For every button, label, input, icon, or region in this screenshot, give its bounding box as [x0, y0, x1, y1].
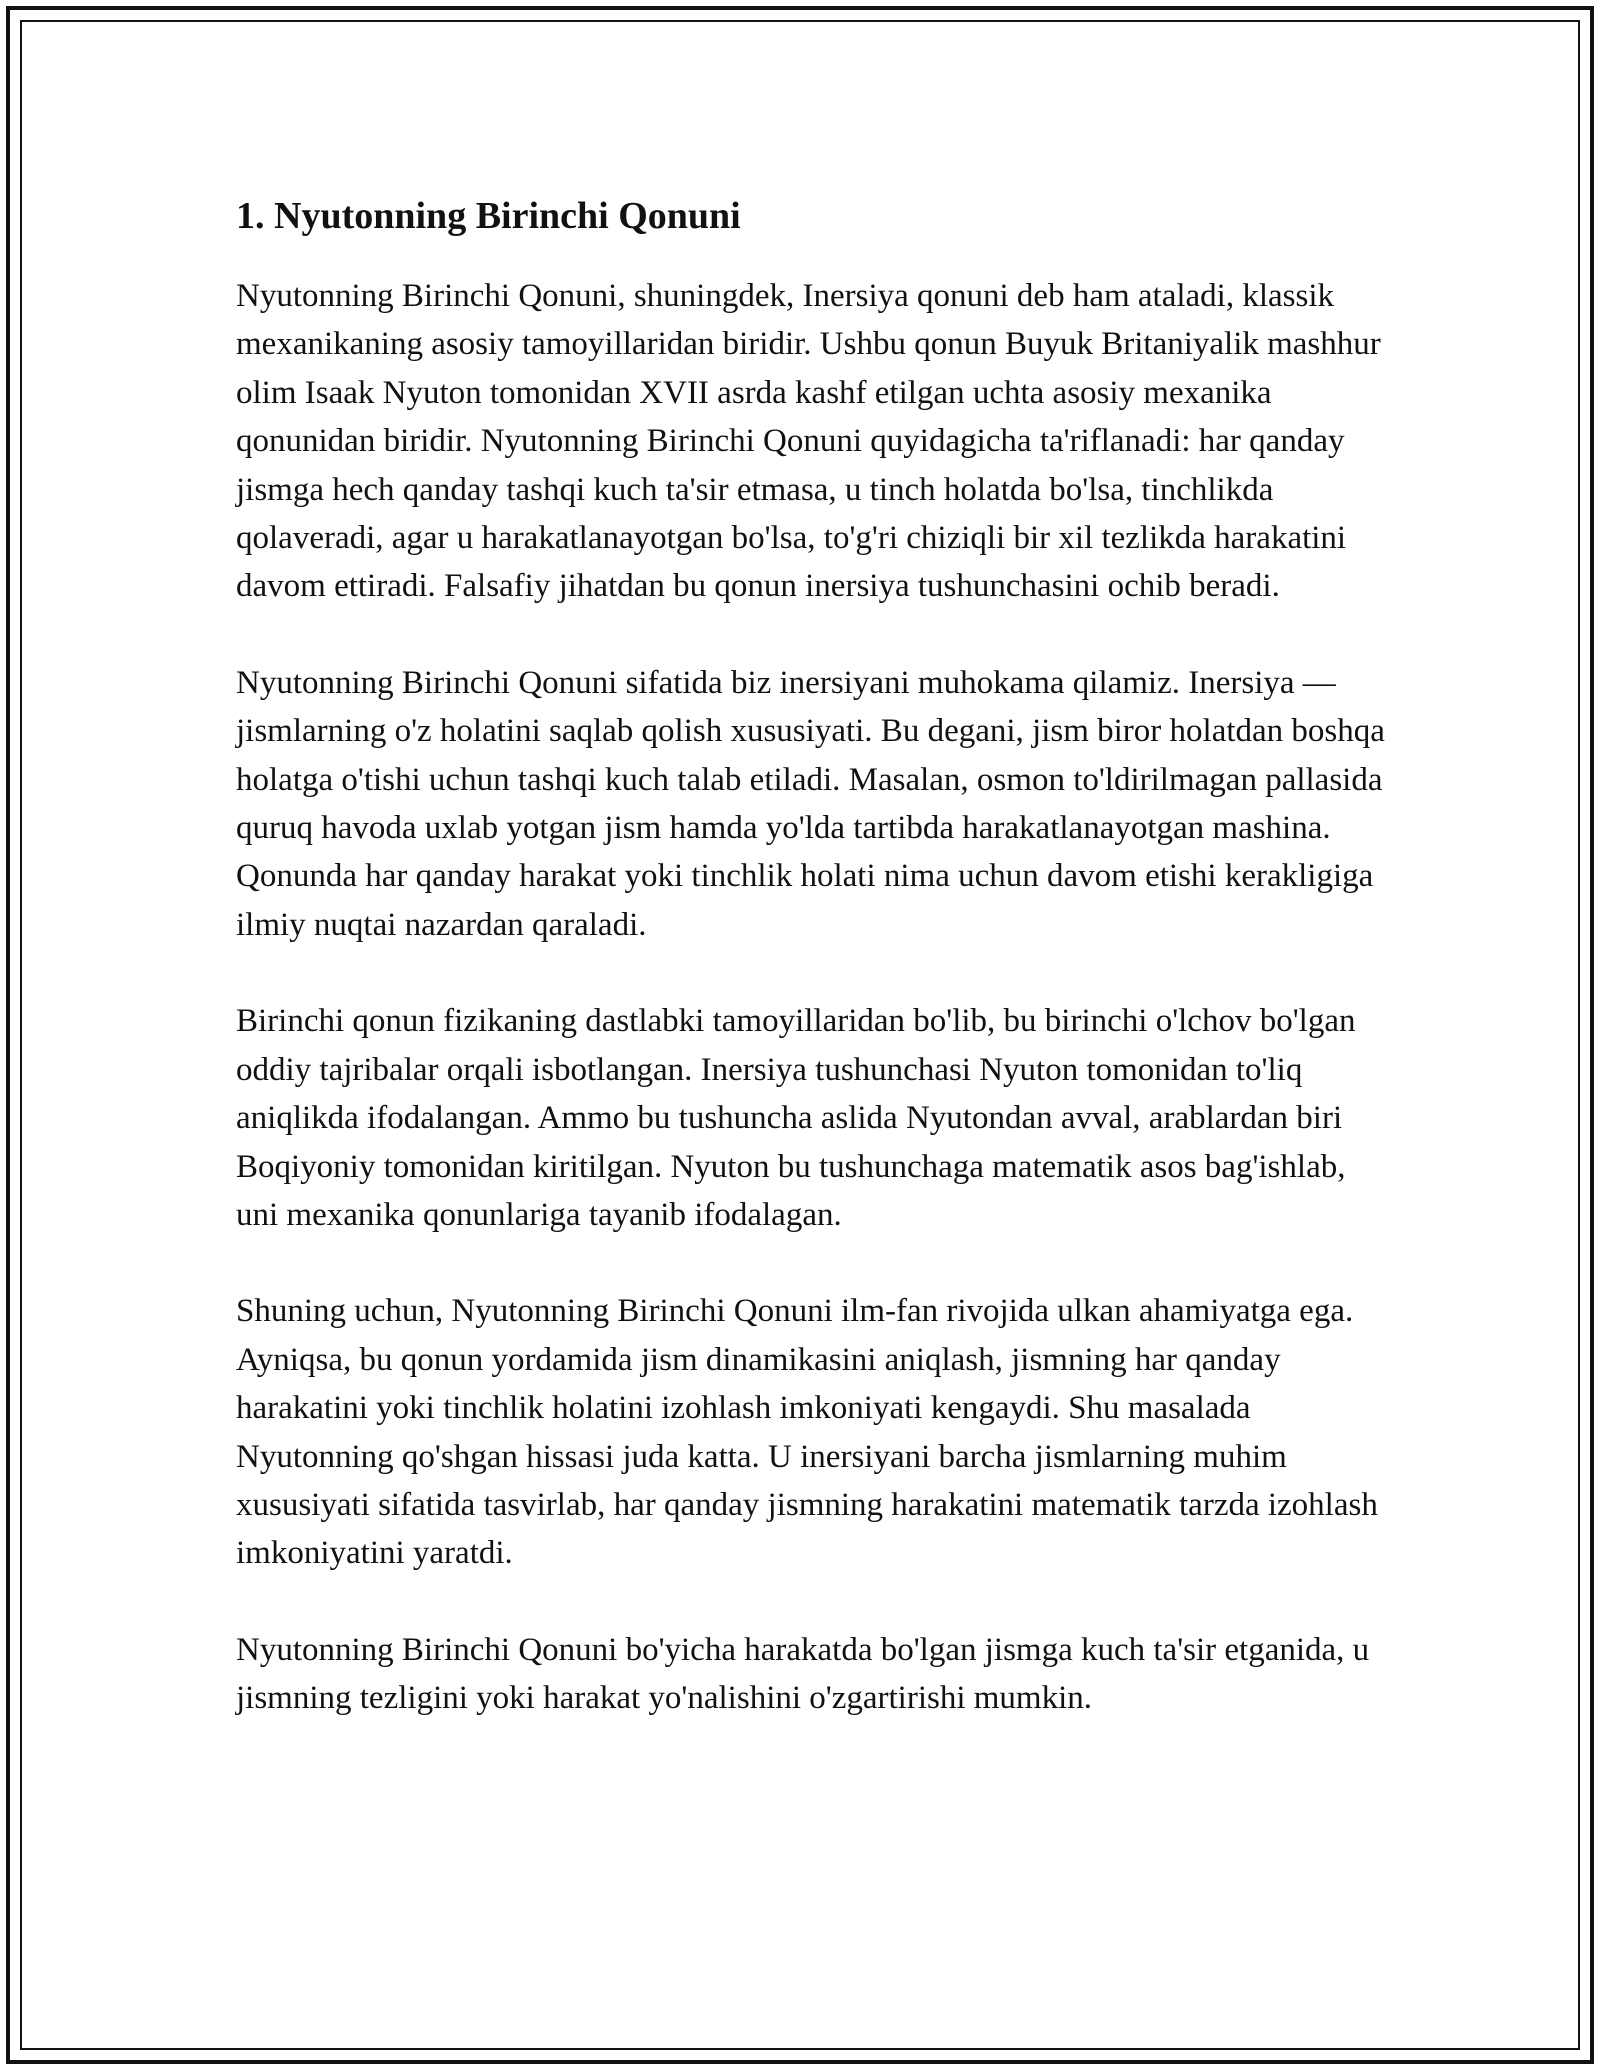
paragraph-3: Birinchi qonun fizikaning dastlabki tamoyillaridan bo'lib, bu birinchi o'lchov bo'lgan oddiy tajribalar orqali isbotlangan. Inersiya tushunchasi Nyuton tomonidan to'liq aniqlikda ifodalangan. Ammo bu tushuncha aslida Nyutondan avval, arablardan biri Boqiyoniy tomonidan kiritilgan. Nyuton bu tushunchaga matematik asos bag'ishlab, uni mexanika qonunlariga tayanib ifodalagan.	[236, 1003, 1356, 1233]
paragraph-4: Shuning uchun, Nyutonning Birinchi Qonuni ilm-fan rivojida ulkan ahamiyatga ega. Ayniqsa, bu qonun yordamida jism dinamikasini aniqlash, jismning har qanday harakatini yoki tinchlik holatini izohlash imkoniyati kengaydi. Shu masalada Nyutonning qo'shgan hissasi juda katta. U inersiyani barcha jismlarning muhim xususiyati sifatida tasvirlab, har qanday jismning harakatini matematik tarzda izohlash imkoniyatini yaratdi.	[236, 1293, 1378, 1572]
paragraph-5: Nyutonning Birinchi Qonuni bo'yicha harakatda bo'lgan jismga kuch ta'sir etganida, u jismning tezligini yoki harakat yo'nalishini o'zgartirishi mumkin.	[236, 1631, 1370, 1717]
paragraph-2: Nyutonning Birinchi Qonuni sifatida biz inersiyani muhokama qilamiz. Inersiya — jismlarning o'z holatini saqlab qolish xususiyati. Bu degani, jism biror holatdan boshqa holatga o'tishi uchun tashqi kuch talab etiladi. Masalan, osmon to'ldirilmagan pallasida quruq havoda uxlab yotgan jism hamda yo'lda tartibda harakatlanayotgan mashina. Qonunda har qanday harakat yoki tinchlik holati nima uchun davom etishi kerakligiga ilmiy nuqtai nazardan qaraladi.	[236, 664, 1385, 943]
document-body	[236, 188, 1386, 1771]
section-heading: 1. Nyutonning Birinchi Qonuni	[236, 195, 741, 237]
paragraph-1: Nyutonning Birinchi Qonuni, shuningdek, Inersiya qonuni deb ham ataladi, klassik mexanikaning asosiy tamoyillaridan biridir. Ushbu qonun Buyuk Britaniyalik mashhur olim Isaak Nyuton tomonidan XVII asrda kashf etilgan uchta asosiy mexanika qonunidan biridir. Nyutonning Birinchi Qonuni quyidagicha ta'riflanadi: har qanday jismga hech qanday tashqi kuch ta'sir etmasa, u tinch holatda bo'lsa, tinchlikda qolaveradi, agar u harakatlanayotgan bo'lsa, to'g'ri chiziqli bir xil tezlikda harakatini davom ettiradi. Falsafiy jihatdan bu qonun inersiya tushunchasini ochib beradi.	[236, 278, 1381, 605]
